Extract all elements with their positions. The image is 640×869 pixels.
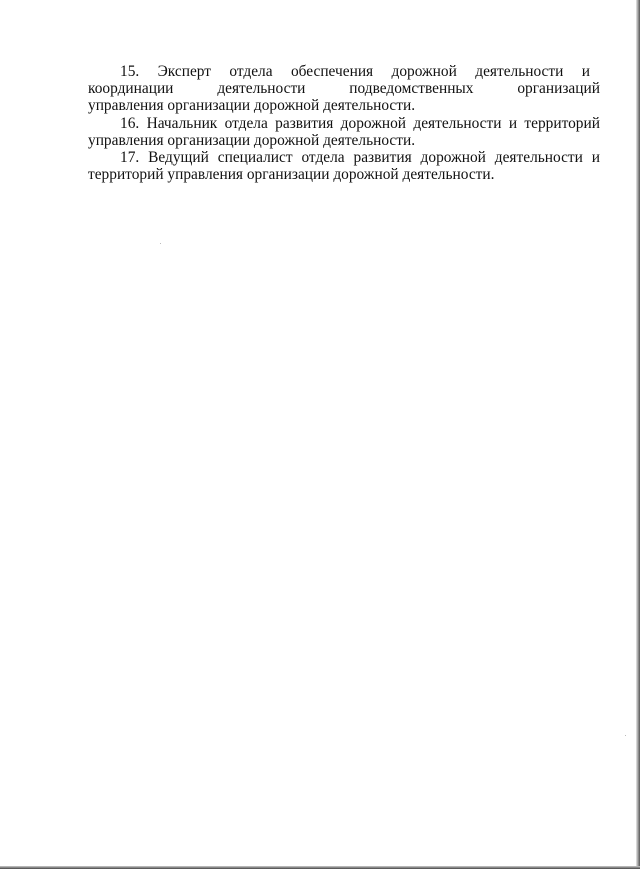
scan-speck bbox=[625, 735, 626, 736]
list-item-16-line-2: управления организации дорожной деятельности. bbox=[88, 131, 416, 149]
list-item-16-line-1: 16. Начальник отдела развития дорожной деятельности и территорий bbox=[120, 114, 600, 132]
document-body bbox=[88, 63, 600, 183]
list-item-15-line-2: координации деятельности подведомственных организаций bbox=[88, 80, 600, 98]
scan-speck bbox=[160, 243, 161, 244]
list-item-16 bbox=[88, 115, 600, 149]
scan-edge-right bbox=[636, 0, 640, 869]
list-item-17-line-1: 17. Ведущий специалист отдела развития дорожной деятельности и bbox=[120, 149, 600, 167]
list-item-15-line-3: управления организации дорожной деятельности. bbox=[88, 97, 416, 115]
list-item-15 bbox=[88, 63, 600, 115]
list-item-17 bbox=[88, 149, 600, 183]
list-item-17-line-2: территорий управления организации дорожной деятельности. bbox=[88, 166, 495, 184]
list-item-15-line-1: 15. Эксперт отдела обеспечения дорожной деятельности и bbox=[120, 63, 590, 80]
